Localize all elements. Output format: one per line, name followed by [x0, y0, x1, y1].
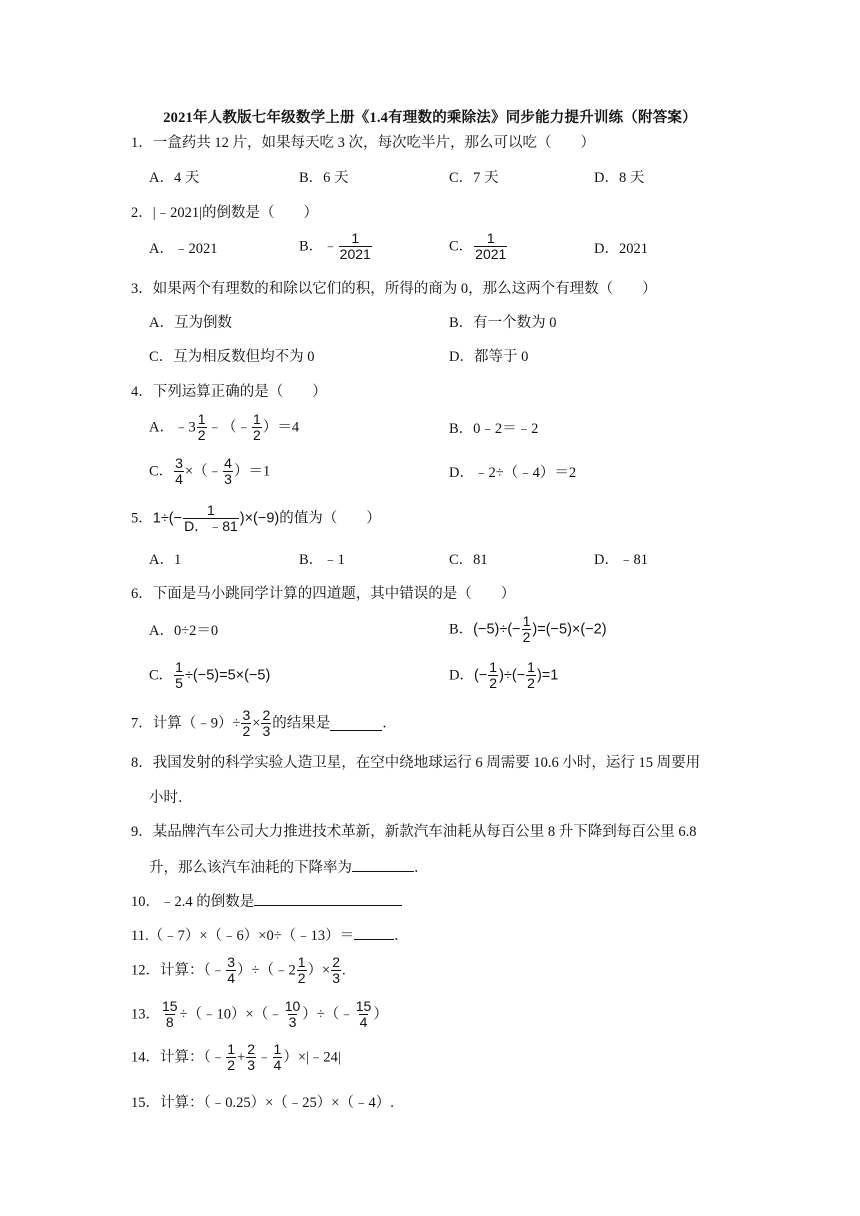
question-3: 3．如果两个有理数的和除以它们的积，所得的商为 0，那么这两个有理数（ ） — [131, 281, 657, 297]
expr-part: (−5)÷(− — [473, 621, 521, 638]
fraction — [226, 955, 236, 986]
option-label: B． — [449, 621, 474, 638]
expr-part: )×(−9) — [239, 510, 280, 527]
answer-blank — [352, 857, 414, 872]
q6-option-b — [449, 614, 607, 645]
question-end: ． — [414, 860, 429, 876]
denominator: 2 — [527, 675, 535, 691]
fraction — [261, 708, 271, 739]
expr-part: )=(−5)×(−2) — [532, 621, 607, 638]
denominator: 2 — [253, 427, 261, 443]
question-5 — [131, 503, 381, 534]
q6-option-a: A．0÷2＝0 — [149, 623, 219, 639]
question-2: 2．|﹣2021|的倒数是（ ） — [131, 205, 319, 221]
q2-option-c-label: C． — [449, 238, 474, 255]
numerator: 3 — [175, 455, 183, 471]
question-4: 4．下列运算正确的是（ ） — [131, 384, 327, 400]
option-label: A． — [149, 419, 174, 436]
page-title: 2021年人教版七年级数学上册《1.4有理数的乘除法》同步能力提升训练（附答案） — [163, 110, 697, 126]
q5-option-c: C．81 — [449, 552, 488, 568]
denominator: 4 — [175, 471, 183, 487]
expr-part: ）÷（﹣ — [302, 1006, 354, 1023]
expr-part: )=1 — [536, 667, 559, 684]
question-8-line1: 8．我国发射的科学实验人造卫星，在空中绕地球运行 6 周需要 10.6 小时，运行 15 周要用 — [131, 755, 701, 771]
question-number: 5． — [131, 510, 153, 527]
fraction — [284, 999, 302, 1030]
q1-option-d: D．8 天 — [594, 170, 645, 186]
fraction — [246, 1042, 256, 1073]
numerator: 2 — [332, 954, 341, 970]
denominator: 5 — [175, 675, 183, 691]
expr-part: ×（﹣ — [184, 463, 223, 480]
q4-option-b: B．0﹣2＝﹣2 — [449, 421, 539, 437]
numerator: 15 — [162, 998, 178, 1014]
expr-part: 11.（﹣7）×（﹣6）×0÷（﹣13）＝ — [131, 928, 355, 944]
expr-part: 14．计算：（﹣ — [131, 1049, 226, 1066]
denominator: 3 — [288, 1014, 297, 1030]
fraction — [526, 660, 536, 691]
denominator: 2 — [297, 970, 306, 986]
expr-part: × — [252, 715, 261, 732]
question-9-line2 — [149, 857, 429, 878]
numerator: 1 — [197, 411, 206, 427]
question-14 — [131, 1042, 341, 1073]
numerator: 2 — [262, 707, 271, 723]
expr-part: + — [237, 1049, 246, 1066]
answer-blank — [354, 925, 394, 940]
option-label: C． — [149, 463, 174, 480]
expr-part: ）÷（﹣2 — [237, 962, 296, 979]
fraction — [252, 412, 262, 443]
numerator: 2 — [247, 1041, 256, 1057]
fraction — [226, 1042, 236, 1073]
fraction — [488, 660, 498, 691]
fraction — [273, 1042, 283, 1073]
numerator: 1 — [175, 659, 183, 675]
q1-option-c: C．7 天 — [449, 170, 499, 186]
fraction — [174, 456, 184, 487]
denominator: 2 — [197, 427, 206, 443]
numerator: 1 — [486, 230, 495, 246]
expr-part: ÷（﹣10）×（﹣ — [179, 1006, 283, 1023]
denominator: 8 — [165, 1014, 174, 1030]
q3-option-a: A．互为倒数 — [149, 315, 232, 331]
denominator: 2 — [227, 1057, 236, 1073]
expr-part: ÷(−5)=5×(−5) — [184, 667, 271, 684]
fraction — [355, 999, 373, 1030]
question-11 — [131, 925, 409, 946]
denominator: 4 — [227, 970, 236, 986]
expr-part: 升，那么该汽车油耗的下降率为 — [149, 860, 352, 876]
denominator: 2 — [522, 629, 531, 645]
denominator: 3 — [247, 1057, 256, 1073]
expr-part: 7．计算（﹣9）÷ — [131, 715, 241, 732]
fraction — [183, 503, 239, 534]
denominator: D．﹣81 — [184, 518, 238, 534]
expr-part: 10．﹣2.4 的倒数是 — [131, 894, 255, 910]
expr-part: ）×|﹣24| — [283, 1049, 341, 1066]
q4-option-d: D．﹣2÷（﹣4）＝2 — [449, 465, 577, 481]
fraction — [297, 955, 307, 986]
denominator: 4 — [359, 1014, 368, 1030]
expr-part: 的结果是 — [272, 715, 331, 732]
denominator: 2021 — [475, 246, 507, 262]
q2-option-b — [299, 231, 373, 262]
numerator: 1 — [253, 411, 261, 427]
numerator: 3 — [242, 707, 251, 723]
q2-option-c — [449, 231, 508, 262]
question-9-line1: 9．某品牌汽车公司大力推进技术革新，新款汽车油耗从每百公里 8 升下降到每百公里 6.8 — [131, 824, 697, 840]
question-number: 13． — [131, 1006, 160, 1023]
denominator: 3 — [224, 471, 232, 487]
denominator: 4 — [273, 1057, 282, 1073]
numerator: 1 — [489, 659, 498, 675]
fraction — [331, 955, 341, 986]
question-end: ． — [382, 715, 397, 732]
numerator: 1 — [522, 613, 531, 629]
q4-option-c — [149, 456, 270, 487]
fraction — [339, 231, 372, 262]
q2-option-b-label: B．﹣ — [299, 238, 338, 255]
fraction — [241, 708, 251, 739]
q1-option-a: A．4 天 — [149, 170, 200, 186]
expr-part: ﹣ — [257, 1049, 272, 1066]
denominator: 3 — [262, 723, 271, 739]
fraction — [522, 614, 532, 645]
fraction — [223, 456, 233, 487]
numerator: 1 — [351, 230, 360, 246]
expr-part: ）＝1 — [233, 463, 271, 480]
q2-option-a: A．﹣2021 — [149, 241, 218, 257]
denominator: 3 — [332, 970, 341, 986]
q3-option-c: C．互为相反数但均不为 0 — [149, 349, 315, 365]
q5-option-b: B．﹣1 — [299, 552, 345, 568]
question-6: 6．下面是马小跳同学计算的四道题，其中错误的是（ ） — [131, 586, 516, 602]
q5-option-d: D．﹣81 — [594, 552, 648, 568]
question-suffix: 的值为（ ） — [279, 510, 381, 527]
q6-option-d — [449, 660, 558, 691]
numerator: 4 — [224, 455, 232, 471]
answer-blank — [254, 891, 402, 906]
expr-part: ） — [373, 1006, 388, 1023]
numerator: 10 — [284, 998, 301, 1014]
fraction — [197, 412, 207, 443]
option-label: C． — [149, 667, 174, 684]
denominator: 2 — [489, 675, 498, 691]
question-1: 1．一盒药共 12 片，如果每天吃 3 次，每次吃半片，那么可以吃（ ） — [131, 135, 595, 151]
fraction — [161, 999, 179, 1030]
expr-part: ）＝4 — [262, 419, 300, 436]
numerator: 1 — [527, 659, 535, 675]
expr-part: ﹣（﹣ — [207, 419, 252, 436]
expr-part: (− — [473, 667, 488, 684]
question-8-line2: 小时． — [149, 790, 193, 806]
answer-blank — [330, 716, 382, 731]
question-15: 15．计算：（﹣0.25）×（﹣25）×（﹣4）. — [131, 1095, 394, 1111]
q2-option-d: D．2021 — [594, 241, 648, 257]
numerator: 1 — [207, 502, 215, 518]
question-end: ． — [394, 928, 409, 944]
denominator: 2021 — [339, 246, 371, 262]
q5-option-a: A．1 — [149, 552, 182, 568]
q3-option-d: D．都等于 0 — [449, 349, 529, 365]
fraction — [474, 231, 507, 262]
expr-part: 12．计算：（﹣ — [131, 962, 226, 979]
numerator: 1 — [227, 1041, 236, 1057]
numerator: 1 — [297, 954, 306, 970]
expr-part: ﹣3 — [173, 419, 196, 436]
q6-option-c — [149, 660, 270, 691]
question-13 — [131, 999, 388, 1030]
expr-part: 1÷(− — [152, 510, 183, 527]
fraction — [174, 660, 184, 691]
numerator: 1 — [273, 1041, 282, 1057]
expr-part: ）× — [307, 962, 331, 979]
q4-option-a — [149, 412, 299, 443]
question-end: . — [342, 962, 346, 979]
numerator: 3 — [227, 954, 236, 970]
q1-option-b: B．6 天 — [299, 170, 349, 186]
question-12 — [131, 955, 346, 986]
question-10 — [131, 891, 402, 912]
question-7 — [131, 708, 397, 739]
q3-option-b: B．有一个数为 0 — [449, 315, 557, 331]
numerator: 15 — [355, 998, 372, 1014]
denominator: 2 — [242, 723, 251, 739]
expr-part: )÷(− — [499, 667, 526, 684]
option-label: D． — [449, 667, 474, 684]
